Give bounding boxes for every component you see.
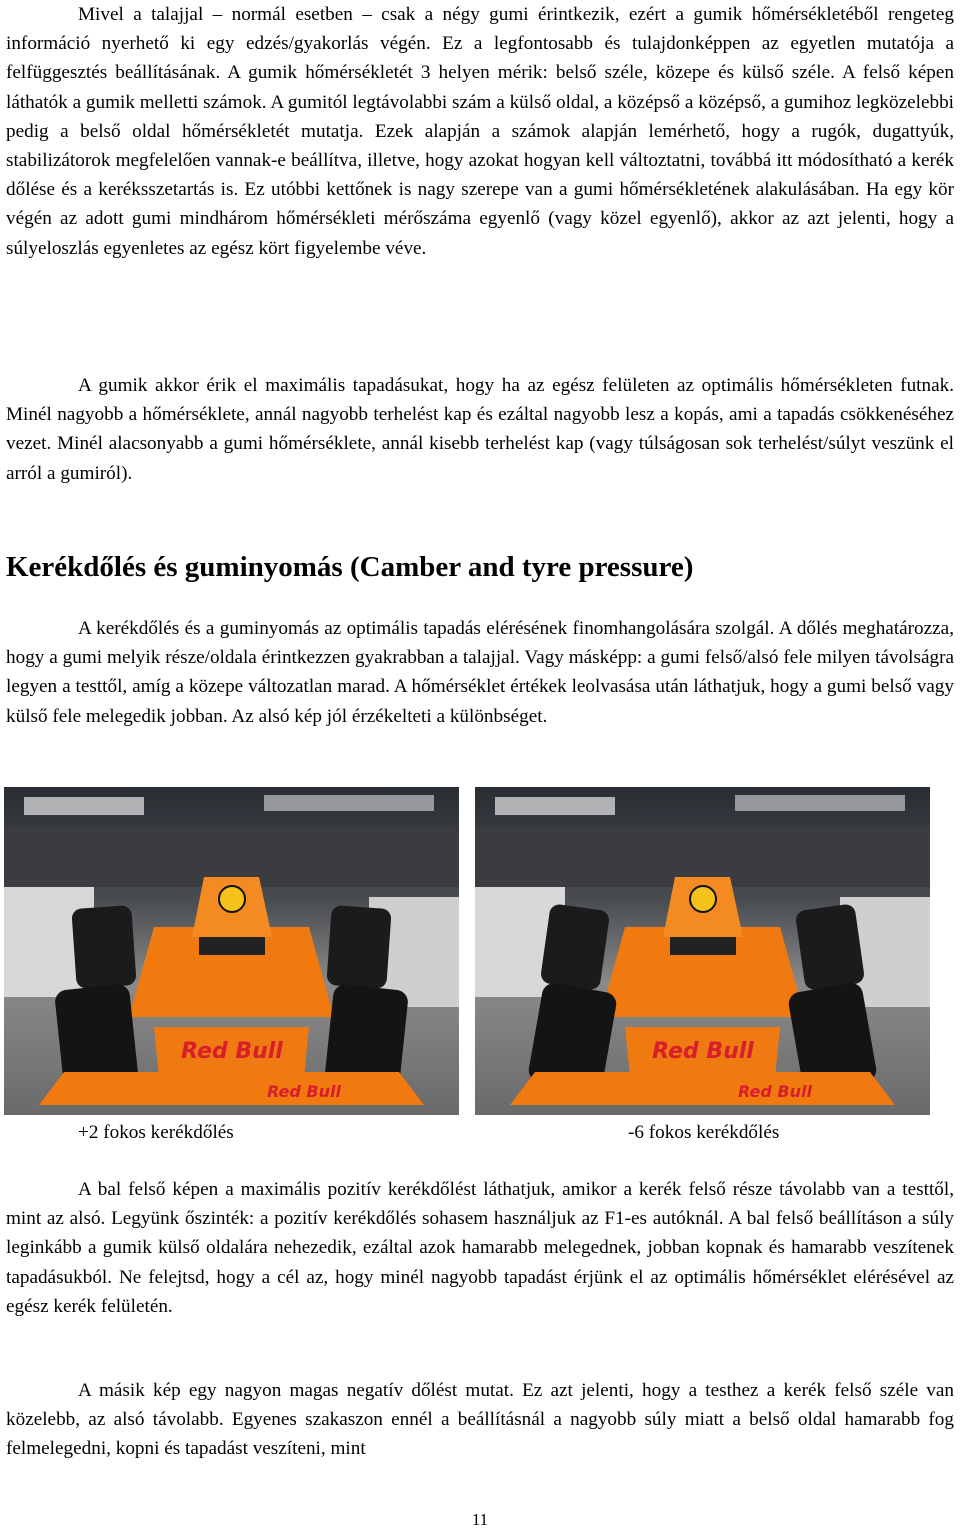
photo-positive-camber (4, 787, 459, 1115)
paragraph-max-grip (6, 371, 954, 488)
paragraph-text: A kerékdőlés és a guminyomás az optimális tapadás elérésének finomhangolására szolgál. A dőlés meghatározza, hogy a gumi melyik része/oldala érintkezzen gyakrabban a talajjal. Vagy másképp: a gumi felső/alsó fele milyen távolságra legyen a testtől, amíg a közepe változatlan marad. A hőmérséklet értékek leolvasása után láthatjuk, hogy a gumi belső vagy külső fele melegedik jobban. Az alsó kép jól érzékelteti a különbséget. (6, 618, 954, 727)
sponsor-logo-text: Red Bull (652, 1039, 754, 1064)
paragraph-text: A gumik akkor érik el maximális tapadásukat, hogy ha az egész felületen az optimális hőmérsékleten futnak. Minél nagyobb a hőmérséklete, annál nagyobb terhelést kap és ezáltal nagyobb lesz a kopás, ami a tapadás csökkenéséhez vezet. Minél alacsonyabb a gumi hőmérséklete, annál kisebb terhelést kap (vagy túlságosan sok terhelést/súlyt veszünk el arról a gumiról). (6, 375, 954, 484)
paragraph-camber-intro (6, 614, 954, 731)
sponsor-logo-text: Red Bull (738, 1082, 812, 1101)
paragraph-tyre-temperature (6, 0, 954, 263)
page-number: 11 (471, 1510, 489, 1529)
caption-left: +2 fokos kerékdőlés (78, 1122, 234, 1143)
sponsor-logo-text: Red Bull (267, 1082, 341, 1101)
section-heading: Kerékdőlés és guminyomás (Camber and tyre pressure) (6, 551, 694, 583)
paragraph-negative-camber (6, 1376, 954, 1464)
f1-car-illustration (4, 787, 459, 1115)
f1-car-illustration (475, 787, 930, 1115)
caption-right: -6 fokos kerékdőlés (628, 1122, 780, 1143)
sponsor-logo-text: Red Bull (181, 1039, 283, 1064)
paragraph-text: Mivel a talajjal – normál esetben – csak a négy gumi érintkezik, ezért a gumik hőmérsékletéből rengeteg információ nyerhető ki egy edzés/gyakorlás végén. Ez a legfontosabb és tulajdonképpen az egyetlen mutatója a felfüggesztés beállításának. A gumik hőmérsékletét 3 helyen mérik: belső széle, közepe és külső széle. A felső képen láthatók a gumik melletti számok. A gumitól legtávolabbi szám a külső oldal, a középső a középső, a gumihoz legközelebbi pedig a belső oldal hőmérsékletét mutatja. Ezek alapján a számok alapján lemérhető, hogy a rugók, dugattyúk, stabilizátorok megfelelően vannak-e beállítva, illetve, hogy azokat hogyan kell változtatni, továbbá itt módosítható a kerék dőlése és a keréksszetartás is. Ez utóbbi kettőnek is nagy szerepe van a gumi hőmérsékletének alakulásában. Ha egy kör végén az adott gumi mindhárom hőmérsékleti mérőszáma egyenlő (vagy közel egyenlő), akkor az azt jelenti, hogy a súlyeloszlás egyenletes az egész kört figyelembe véve. (6, 4, 954, 259)
paragraph-text: A bal felső képen a maximális pozitív kerékdőlést láthatjuk, amikor a kerék felső része távolabb van a testtől, mint az alsó. Legyünk őszinték: a pozitív kerékdőlés sohasem használjuk az F1-es autóknál. A bal felső beállításon a súly leginkább a gumik külső oldalára nehezedik, ezáltal azok hamarabb melegednek, jobban kopnak és hamarabb veszítenek tapadásukból. Ne felejtsd, hogy a cél az, hogy minél nagyobb tapadást érjünk el az optimális hőmérséklet elérésével az egész kerék felületén. (6, 1179, 954, 1317)
paragraph-positive-camber (6, 1175, 954, 1321)
photo-negative-camber (475, 787, 930, 1115)
paragraph-text: A másik kép egy nagyon magas negatív dőlést mutat. Ez azt jelenti, hogy a testhez a kerék felső széle van közelebb, az alsó távolabb. Egyenes szakaszon ennél a beállításnál a nagyobb súly miatt a belső oldal hamarabb fog felmelegedni, kopni és tapadást veszíteni, mint (6, 1380, 954, 1460)
